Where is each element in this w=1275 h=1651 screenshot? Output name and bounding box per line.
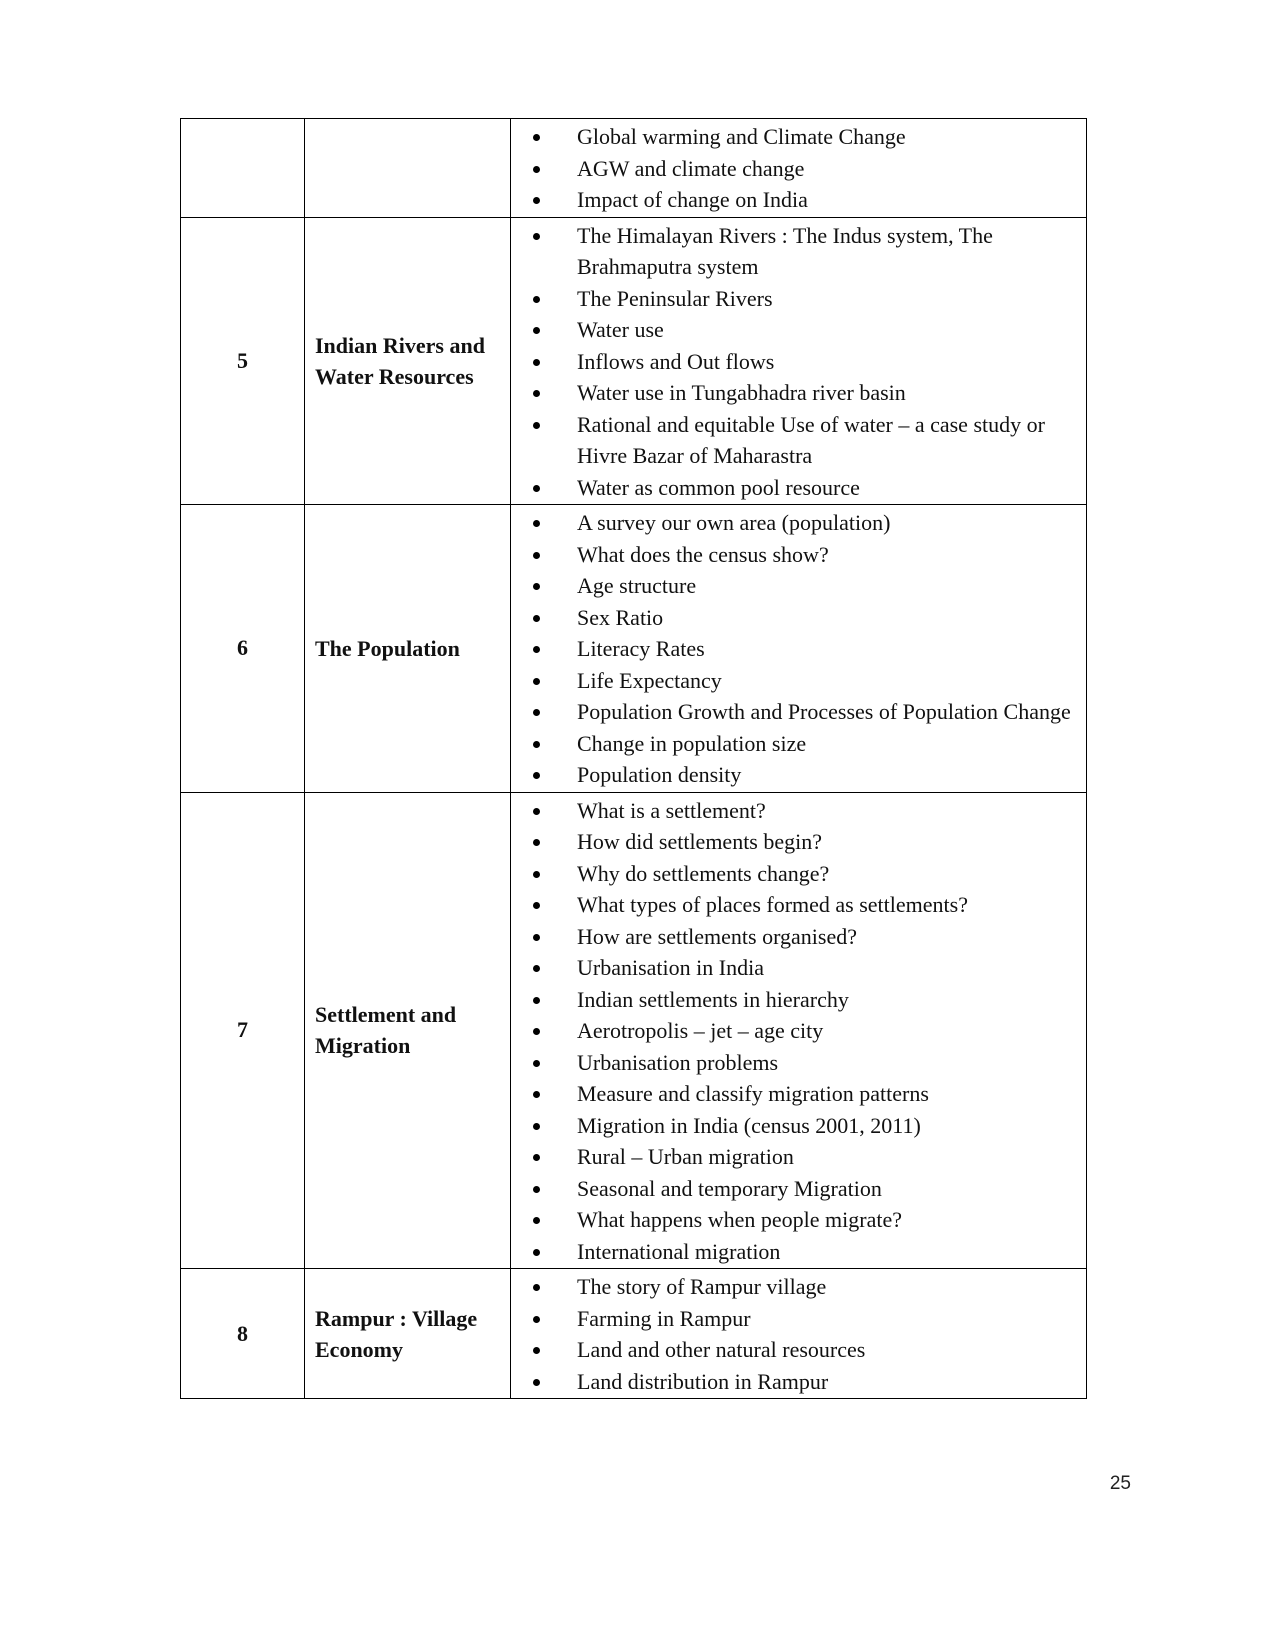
topic-item: What does the census show? bbox=[511, 539, 1086, 571]
topic-item: What types of places formed as settlements? bbox=[511, 889, 1086, 921]
topic-item: Population density bbox=[511, 759, 1086, 791]
topic-item: Water use in Tungabhadra river basin bbox=[511, 377, 1086, 409]
topic-item: Urbanisation in India bbox=[511, 952, 1086, 984]
topic-item: Impact of change on India bbox=[511, 184, 1086, 216]
topic-item: Indian settlements in hierarchy bbox=[511, 984, 1086, 1016]
unit-title: Settlement and Migration bbox=[305, 792, 511, 1269]
syllabus-table bbox=[180, 118, 1087, 1399]
table-row bbox=[181, 505, 1087, 793]
topic-item: Rational and equitable Use of water – a case study or Hivre Bazar of Maharastra bbox=[511, 409, 1086, 472]
topic-item: The Peninsular Rivers bbox=[511, 283, 1086, 315]
page-number: 25 bbox=[1109, 1473, 1131, 1494]
topic-item: What is a settlement? bbox=[511, 795, 1086, 827]
topic-item: Land and other natural resources bbox=[511, 1334, 1086, 1366]
topic-item: Sex Ratio bbox=[511, 602, 1086, 634]
topic-item: Water use bbox=[511, 314, 1086, 346]
topic-item: Literacy Rates bbox=[511, 633, 1086, 665]
unit-topics bbox=[511, 792, 1087, 1269]
unit-topics bbox=[511, 1269, 1087, 1399]
unit-title bbox=[305, 119, 511, 218]
topic-list bbox=[511, 507, 1086, 791]
topic-item: The Himalayan Rivers : The Indus system, The Brahmaputra system bbox=[511, 220, 1086, 283]
topic-item: How did settlements begin? bbox=[511, 826, 1086, 858]
topic-item: Global warming and Climate Change bbox=[511, 121, 1086, 153]
topic-item: Migration in India (census 2001, 2011) bbox=[511, 1110, 1086, 1142]
topic-item: Farming in Rampur bbox=[511, 1303, 1086, 1335]
topic-item: Land distribution in Rampur bbox=[511, 1366, 1086, 1398]
topic-item: What happens when people migrate? bbox=[511, 1204, 1086, 1236]
table-row bbox=[181, 217, 1087, 505]
topic-item: Population Growth and Processes of Population Change bbox=[511, 696, 1086, 728]
topic-item: Seasonal and temporary Migration bbox=[511, 1173, 1086, 1205]
topic-item: Aerotropolis – jet – age city bbox=[511, 1015, 1086, 1047]
unit-number: 8 bbox=[181, 1269, 305, 1399]
table-row bbox=[181, 1269, 1087, 1399]
topic-item: Measure and classify migration patterns bbox=[511, 1078, 1086, 1110]
syllabus-table-body bbox=[181, 119, 1087, 1399]
topic-item: Change in population size bbox=[511, 728, 1086, 760]
unit-number: 6 bbox=[181, 505, 305, 793]
topic-item: The story of Rampur village bbox=[511, 1271, 1086, 1303]
topic-item: Life Expectancy bbox=[511, 665, 1086, 697]
topic-item: AGW and climate change bbox=[511, 153, 1086, 185]
topic-item: Why do settlements change? bbox=[511, 858, 1086, 890]
topic-item: Inflows and Out flows bbox=[511, 346, 1086, 378]
unit-topics bbox=[511, 119, 1087, 218]
unit-title: Indian Rivers and Water Resources bbox=[305, 217, 511, 505]
unit-topics bbox=[511, 505, 1087, 793]
topic-item: International migration bbox=[511, 1236, 1086, 1268]
topic-item: Age structure bbox=[511, 570, 1086, 602]
topic-item: Water as common pool resource bbox=[511, 472, 1086, 504]
table-row bbox=[181, 792, 1087, 1269]
unit-number: 5 bbox=[181, 217, 305, 505]
unit-number bbox=[181, 119, 305, 218]
topic-item: A survey our own area (population) bbox=[511, 507, 1086, 539]
topic-item: Urbanisation problems bbox=[511, 1047, 1086, 1079]
topic-item: Rural – Urban migration bbox=[511, 1141, 1086, 1173]
topic-list bbox=[511, 1271, 1086, 1397]
unit-number: 7 bbox=[181, 792, 305, 1269]
topic-item: How are settlements organised? bbox=[511, 921, 1086, 953]
topic-list bbox=[511, 220, 1086, 504]
unit-title: The Population bbox=[305, 505, 511, 793]
unit-topics bbox=[511, 217, 1087, 505]
topic-list bbox=[511, 795, 1086, 1268]
table-row bbox=[181, 119, 1087, 218]
topic-list bbox=[511, 121, 1086, 216]
unit-title: Rampur : Village Economy bbox=[305, 1269, 511, 1399]
